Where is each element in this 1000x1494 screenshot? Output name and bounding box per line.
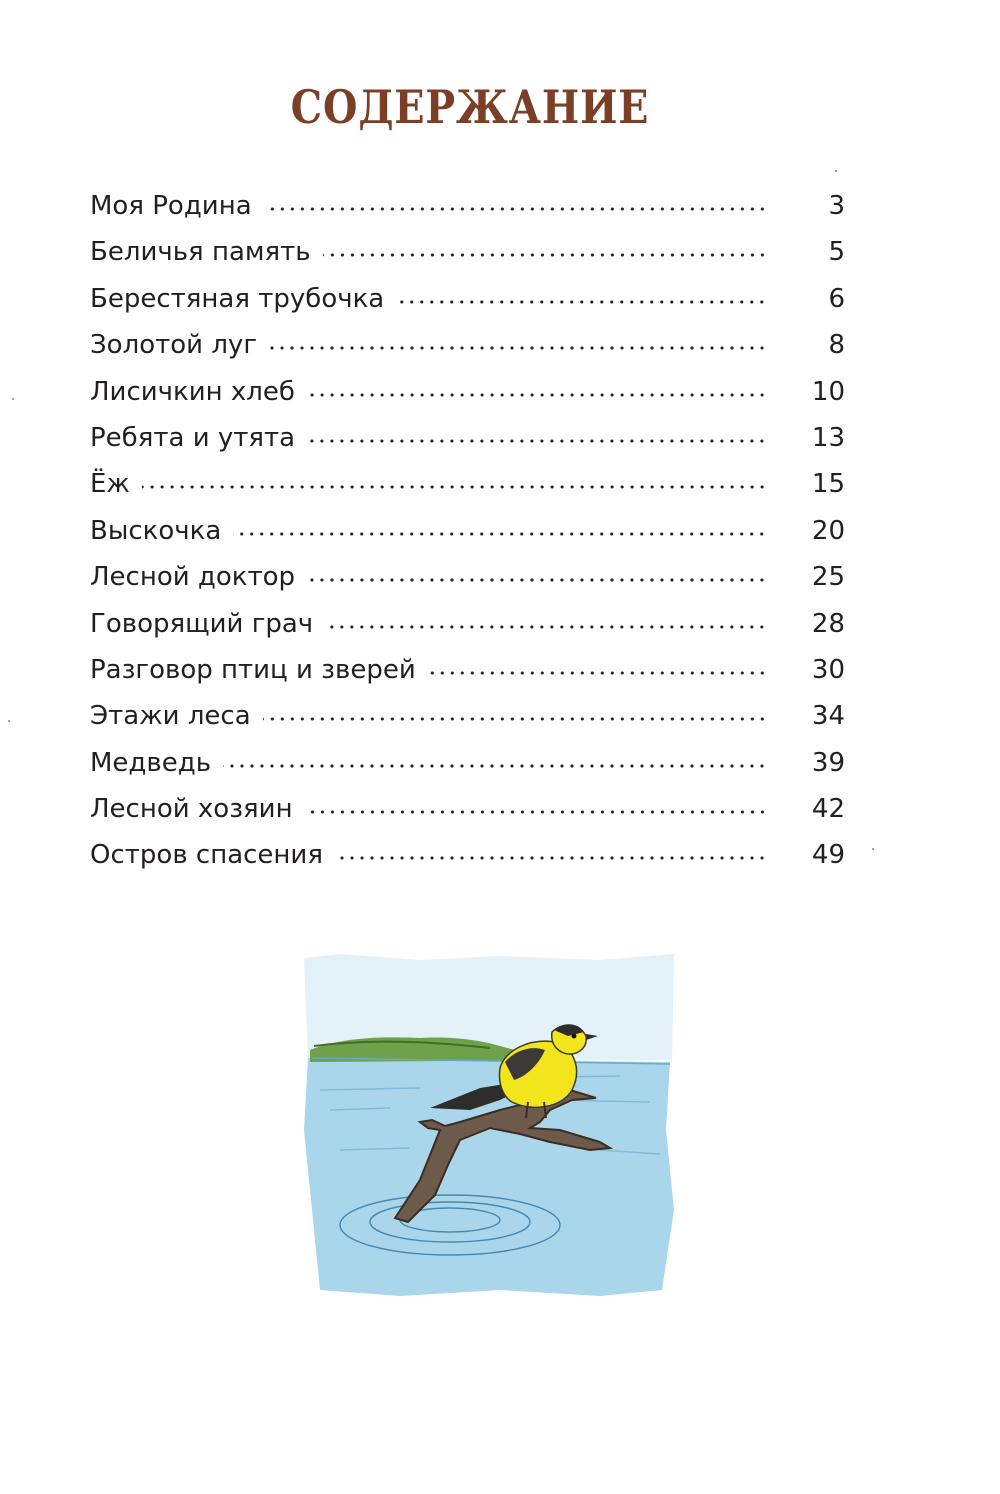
toc-entry-title: Берестяная трубочка xyxy=(90,283,385,314)
toc-dot-leader xyxy=(335,856,767,860)
toc-dot-leader xyxy=(263,717,767,721)
toc-entry xyxy=(90,369,845,415)
toc-dot-leader xyxy=(223,764,767,768)
toc-entry-page: 30 xyxy=(811,654,845,685)
toc-entry xyxy=(90,740,845,786)
toc-entry-page: 5 xyxy=(828,237,845,268)
toc-dot-leader xyxy=(323,253,767,257)
toc-entry-title: Этажи леса xyxy=(90,701,251,732)
toc-entry-title: Золотой луг xyxy=(90,330,257,361)
toc-dot-leader xyxy=(428,671,767,675)
toc-dot-leader xyxy=(307,578,767,582)
toc-entry-page: 8 xyxy=(828,330,845,361)
toc-entry-page: 25 xyxy=(811,562,845,593)
toc-entry-page: 20 xyxy=(811,515,845,546)
toc-entry xyxy=(90,322,845,368)
toc-entry-title: Медведь xyxy=(90,747,212,778)
toc-dot-leader xyxy=(307,439,767,443)
speck xyxy=(8,720,10,722)
toc-entry-page: 6 xyxy=(828,283,845,314)
bird-on-branch-illustration xyxy=(300,950,680,1300)
toc-entry-page: 13 xyxy=(811,422,845,453)
toc-entry-page: 42 xyxy=(811,794,845,825)
toc-entry-title: Беличья память xyxy=(90,237,311,268)
toc-dot-leader xyxy=(396,300,767,304)
toc-entry-title: Разговор птиц и зверей xyxy=(90,654,416,685)
toc-dot-leader xyxy=(325,625,767,629)
toc-entry xyxy=(90,832,845,878)
toc-dot-leader xyxy=(233,532,767,536)
toc-entry xyxy=(90,415,845,461)
toc-entry-title: Ребята и утята xyxy=(90,422,296,453)
toc-entry-page: 10 xyxy=(811,376,845,407)
toc-dot-leader xyxy=(307,393,767,397)
toc-entry-page: 28 xyxy=(811,608,845,639)
toc-entry-title: Остров спасения xyxy=(90,840,323,871)
toc-entry xyxy=(90,554,845,600)
toc-entry-page: 39 xyxy=(811,747,845,778)
toc-entry-title: Лесной доктор xyxy=(90,562,296,593)
toc-entry xyxy=(90,183,845,229)
toc-dot-leader xyxy=(142,485,767,489)
speck xyxy=(12,398,14,400)
toc-entry-title: Говорящий грач xyxy=(90,608,314,639)
speck xyxy=(835,170,837,172)
toc-dot-leader xyxy=(264,207,767,211)
toc-entry xyxy=(90,276,845,322)
toc-entry-title: Лесной хозяин xyxy=(90,794,293,825)
toc-entry xyxy=(90,461,845,507)
toc-entry-page: 15 xyxy=(811,469,845,500)
table-of-contents xyxy=(90,183,845,879)
toc-entry xyxy=(90,229,845,275)
toc-entry-title: Лисичкин хлеб xyxy=(90,376,295,407)
toc-dot-leader xyxy=(305,810,767,814)
toc-entry xyxy=(90,647,845,693)
toc-entry-title: Моя Родина xyxy=(90,191,252,221)
toc-entry xyxy=(90,693,845,739)
toc-entry-page: 3 xyxy=(828,191,845,221)
toc-entry-title: Выскочка xyxy=(90,515,222,546)
toc-entry xyxy=(90,601,845,647)
toc-entry-title: Ёж xyxy=(90,469,130,500)
toc-dot-leader xyxy=(269,346,767,350)
toc-entry-page: 34 xyxy=(811,701,845,732)
page-title: СОДЕРЖАНИЕ xyxy=(290,80,650,134)
toc-entry xyxy=(90,508,845,554)
toc-entry xyxy=(90,786,845,832)
toc-entry-page: 49 xyxy=(811,840,845,871)
speck xyxy=(872,848,874,850)
